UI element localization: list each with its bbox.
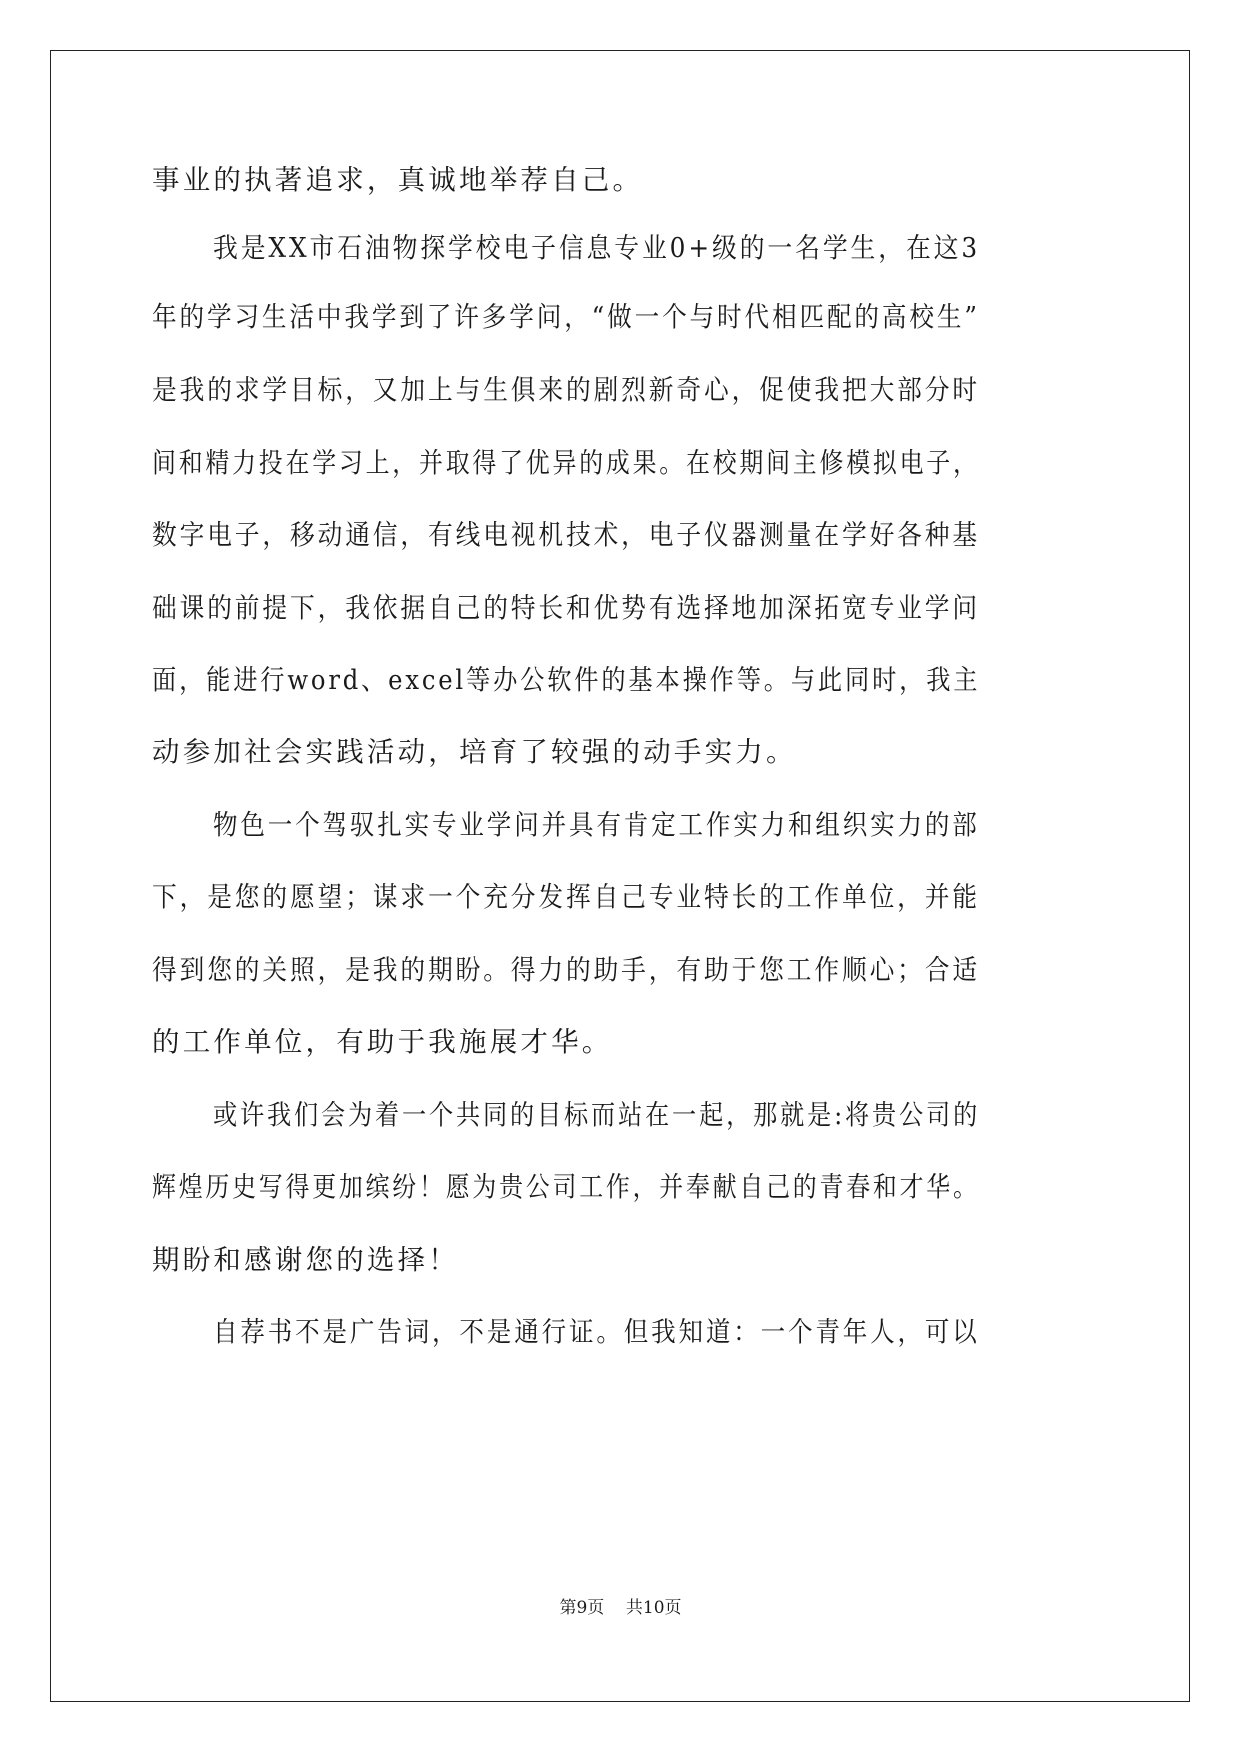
text-line: 动参加社会实践活动，培育了较强的动手实力。 [152, 736, 797, 768]
paragraph-first-line: 物色一个驾驭扎实专业学问并具有肯定工作实力和组织实力的部 [213, 809, 980, 841]
text-line: 下，是您的愿望；谋求一个充分发挥自己专业特长的工作单位，并能 [152, 881, 980, 913]
text-line: 础课的前提下，我依据自己的特长和优势有选择地加深拓宽专业学问 [152, 592, 980, 624]
text-line: 面，能进行word、excel等办公软件的基本操作等。与此同时，我主 [152, 664, 981, 696]
paragraph-first-line: 我是XX市石油物探学校电子信息专业0+级的一名学生，在这3 [213, 232, 981, 264]
text-line: 数字电子，移动通信，有线电视机技术，电子仪器测量在学好各种基 [152, 519, 980, 551]
text-line: 事业的执著追求，真诚地举荐自己。 [152, 164, 644, 196]
text-line: 辉煌历史写得更加缤纷！愿为贵公司工作，并奉献自己的青春和才华。 [152, 1171, 980, 1203]
text-line: 得到您的关照，是我的期盼。得力的助手，有助于您工作顺心；合适 [152, 954, 980, 986]
paragraph-first-line: 自荐书不是广告词，不是通行证。但我知道：一个青年人，可以 [213, 1316, 980, 1348]
text-line: 是我的求学目标，又加上与生俱来的剧烈新奇心，促使我把大部分时 [152, 374, 980, 406]
text-line: 间和精力投在学习上，并取得了优异的成果。在校期间主修模拟电子， [152, 447, 980, 479]
text-line: 年的学习生活中我学到了许多学问，“做一个与时代相匹配的高校生” [152, 301, 980, 333]
paragraph-first-line: 或许我们会为着一个共同的目标而站在一起，那就是:将贵公司的 [213, 1099, 981, 1131]
text-line: 期盼和感谢您的选择！ [152, 1244, 459, 1276]
page-number-footer: 第9页 共10页 [559, 1598, 682, 1618]
text-line: 的工作单位，有助于我施展才华。 [152, 1026, 613, 1058]
